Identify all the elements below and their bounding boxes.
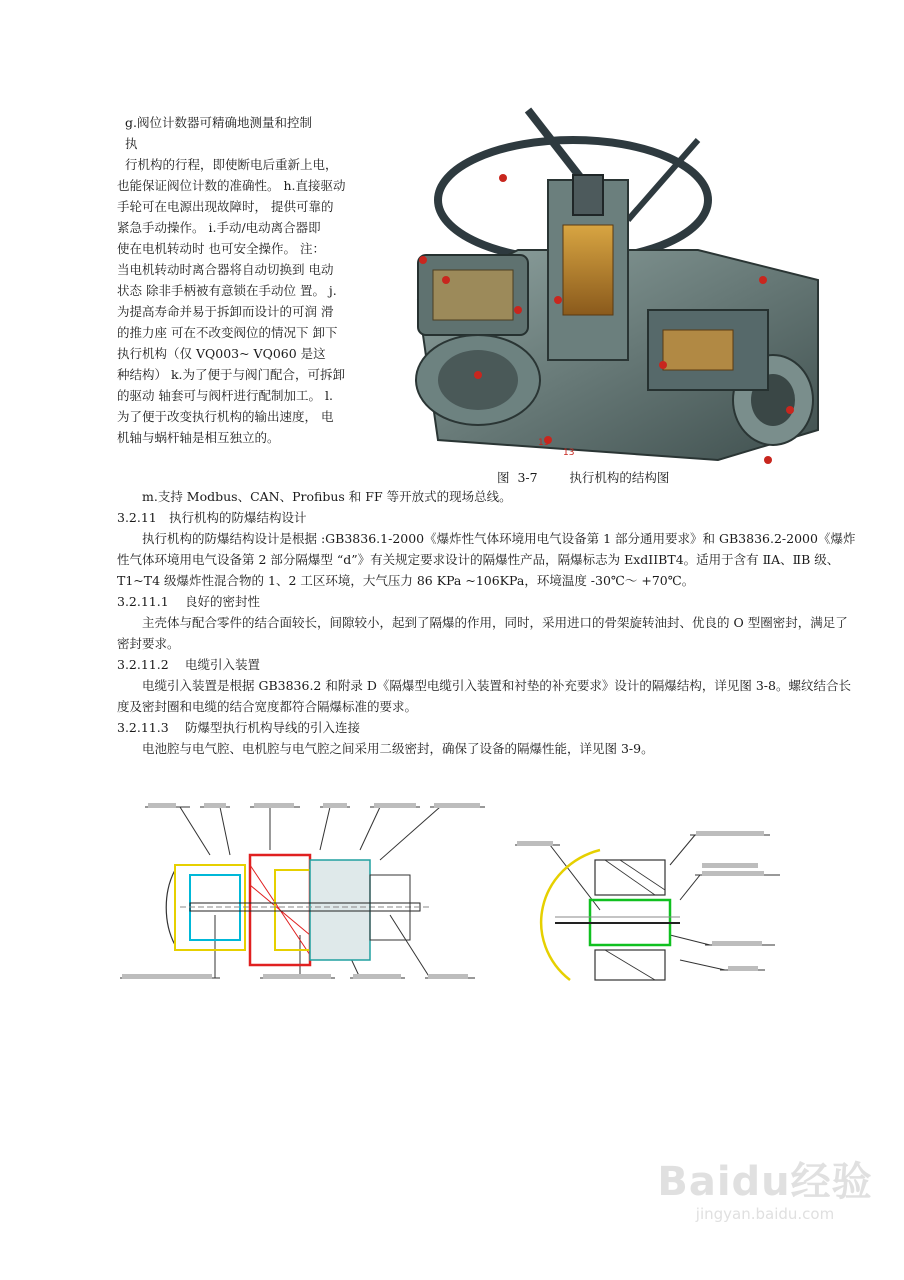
actuator-cutaway-image [398, 100, 838, 470]
section-paragraph: 执行机构的防爆结构设计是根据 :GB3836.1-2000《爆炸性气体环境用电气设备第 1 部分通用要求》和 GB3836.2-2000《爆炸性气体环境用电气设备第 2 部分隔爆型 “d”》有关规定要求设计的隔爆性产品，隔爆标志为 ExdIIBT4。适用于含有 ⅡA、ⅡB 级、T1~T4 级爆炸性混合物的 1、2 工区环境，大气压力 86 KPa ~106KPa，环境温度 -30℃～ +70℃。 [117, 531, 856, 588]
section-heading-3-2-11-2 [117, 654, 857, 675]
gear-column [563, 225, 613, 315]
actuator-cutaway-figure [398, 100, 838, 470]
text-line: 的推力座 可在不改变阀位的情况下 卸下 [117, 325, 338, 340]
section-title: 执行机构的防爆结构设计 [168, 510, 307, 525]
text-line: 当电机转动时离合器将自动切换到 电动 [117, 262, 334, 277]
section-title: 良好的密封性 [184, 594, 260, 609]
body-section [117, 486, 857, 759]
lead-in-connection-drawing [510, 820, 850, 995]
section-paragraph: 电缆引入装置是根据 GB3836.2 和附录 D《隔爆型电缆引入装置和衬垫的补充要求》设计的隔爆结构，详见图 3-8。螺纹结合长度及密封圈和电缆的结合宽度都符合隔爆标准的要求。 [117, 678, 851, 714]
text-line: 也能保证阀位计数的准确性。 h.直接驱动 [117, 178, 346, 193]
callout-label: 13 [563, 448, 575, 458]
text-line: 手轮可在电源出现故障时， 提供可靠的 [117, 199, 334, 214]
text-line: 行机构的行程，即使断电后重新上电， [125, 157, 338, 172]
section-number: 3.2.11.1 [117, 594, 169, 609]
section-number: 3.2.11.2 [117, 657, 169, 672]
cable-gland-drawing [120, 795, 500, 995]
feature-list-column [117, 112, 372, 448]
text-line: 执 [125, 136, 138, 151]
section-paragraph: 主壳体与配合零件的结合面较长，间隙较小，起到了隔爆的作用，同时，采用进口的骨架旋转油封、优良的 O 型圈密封，满足了密封要求。 [117, 615, 848, 651]
watermark-url: jingyan.baidu.com [695, 1205, 835, 1223]
watermark-logo-text: Baidu经验 [657, 1159, 873, 1205]
text-line: 状态 除非手柄被有意锁在手动位 置。 j. [117, 283, 337, 298]
text-line: 种结构） k.为了便于与阀门配合，可拆卸 [117, 367, 346, 382]
section-paragraph: 电池腔与电气腔、电机腔与电气腔之间采用二级密封，确保了设备的隔爆性能，详见图 3-9。 [142, 741, 654, 756]
text-line: 紧急手动操作。 i.手动/电动离合器即 [117, 220, 321, 235]
cable-gland-diagram [120, 795, 500, 995]
text-line: 机轴与蜗杆轴是相互独立的。 [117, 430, 280, 445]
text-line: 的驱动 轴套可与阀杆进行配制加工。 l. [117, 388, 333, 403]
section-number: 3.2.11 [117, 510, 157, 525]
section-title: 电缆引入装置 [184, 657, 260, 672]
section-heading-3-2-11-1 [117, 591, 857, 612]
section-heading-3-2-11 [117, 507, 857, 528]
lead-in-connection-diagram [510, 820, 850, 995]
section-heading-3-2-11-3 [117, 717, 857, 738]
text-line: g.阀位计数器可精确地测量和控制 [125, 115, 312, 130]
baidu-watermark [640, 1150, 890, 1270]
text-line: 为提高寿命并易于拆卸而设计的可润 滑 [117, 304, 334, 319]
item-m: m.支持 Modbus、CAN、Profibus 和 FF 等开放式的现场总线。 [142, 489, 512, 504]
section-number: 3.2.11.3 [117, 720, 169, 735]
section-title: 防爆型执行机构导线的引入连接 [184, 720, 360, 735]
callout-label: 19 [538, 438, 550, 448]
figure-caption: 图 3-7 执行机构的结构图 [497, 470, 670, 485]
text-line: 为了便于改变执行机构的输出速度， 电 [117, 409, 334, 424]
text-line: 使在电机转动时 也可安全操作。 注： [117, 241, 325, 256]
text-line: 执行机构（仅 VQ003~ VQ060 是这 [117, 346, 326, 361]
